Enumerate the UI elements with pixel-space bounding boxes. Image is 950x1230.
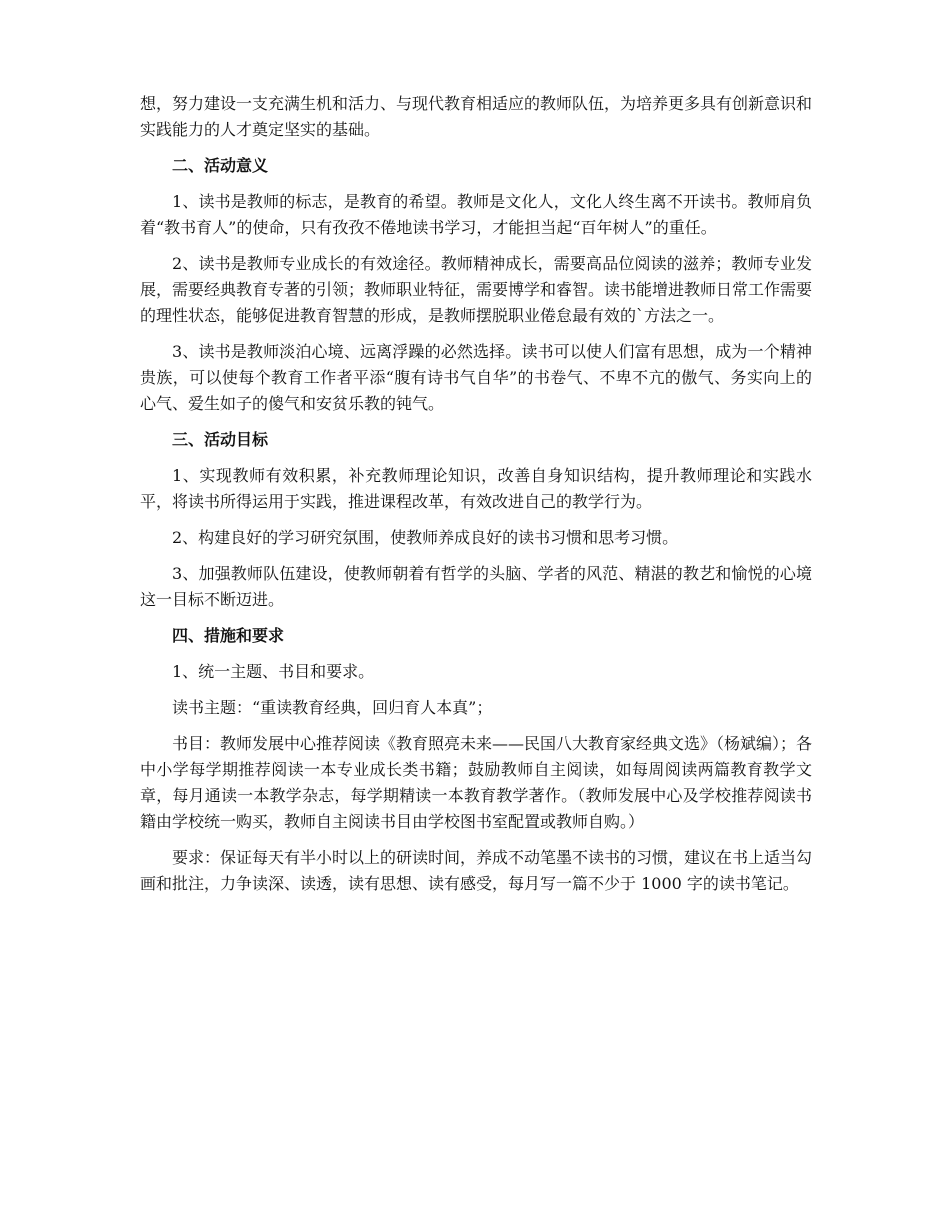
measures-paragraph-1: 1、统一主题、书目和要求。 <box>172 662 375 681</box>
goals-paragraph-2: 2、构建良好的学习研究氛围，使教师养成良好的读书习惯和思考习惯。 <box>172 528 679 547</box>
goals-paragraph-1: 1、实现教师有效积累，补充教师理论知识，改善自身知识结构，提升教师理论和实践水平，将读书所得运用于实践，推进课程改革，有效改进自己的教学行为。 <box>140 466 812 511</box>
requirements-paragraph: 要求：保证每天有半小时以上的研读时间，养成不动笔墨不读书的习惯，建议在书上适当勾画和批注，力争读深、读透，读有思想、读有感受，每月写一篇不少于 1000 字的读书笔记。 <box>140 848 813 893</box>
goals-paragraph-3: 3、加强教师队伍建设，使教师朝着有哲学的头脑、学者的风范、精湛的教艺和愉悦的心境这一目标不断迈进。 <box>140 564 812 609</box>
reading-theme-paragraph: 读书主题：“重读教育经典，回归育人本真”； <box>172 698 493 717</box>
section-heading-significance: 二、活动意义 <box>172 156 269 175</box>
book-list-paragraph: 书目：教师发展中心推荐阅读《教育照亮未来——民国八大教育家经典文选》（杨斌编）；各中小学每学期推荐阅读一本专业成长类书籍；鼓励教师自主阅读，如每周阅读两篇教育教学文章，每月通读一本教学杂志，每学期精读一本教育教学著作。（教师发展中心及学校推荐阅读书籍由学校统一购买，教师自主阅读书目由学校图书室配置或教师自购。） <box>140 734 813 831</box>
significance-paragraph-1: 1、读书是教师的标志，是教育的希望。教师是文化人，文化人终生离不开读书。教师肩负着“教书育人”的使命，只有孜孜不倦地读书学习，才能担当起“百年树人”的重任。 <box>140 192 812 237</box>
intro-paragraph: 想，努力建设一支充满生机和活力、与现代教育相适应的教师队伍，为培养更多具有创新意识和实践能力的人才奠定坚实的基础。 <box>140 94 813 139</box>
section-heading-goals: 三、活动目标 <box>172 430 269 449</box>
significance-paragraph-3: 3、读书是教师淡泊心境、远离浮躁的必然选择。读书可以使人们富有思想，成为一个精神贵族，可以使每个教育工作者平添“腹有诗书气自华”的书卷气、不卑不亢的傲气、务实向上的心气、爱生如子的傻气和安贫乐教的钝气。 <box>140 342 812 413</box>
section-heading-measures: 四、措施和要求 <box>172 626 285 645</box>
significance-paragraph-2: 2、读书是教师专业成长的有效途径。教师精神成长，需要高品位阅读的滋养；教师专业发展，需要经典教育专著的引领；教师职业特征，需要博学和睿智。读书能增进教师日常工作需要的理性状态，能够促进教育智慧的形成，是教师摆脱职业倦怠最有效的`方法之一。 <box>140 254 813 325</box>
document-page <box>140 91 812 907</box>
